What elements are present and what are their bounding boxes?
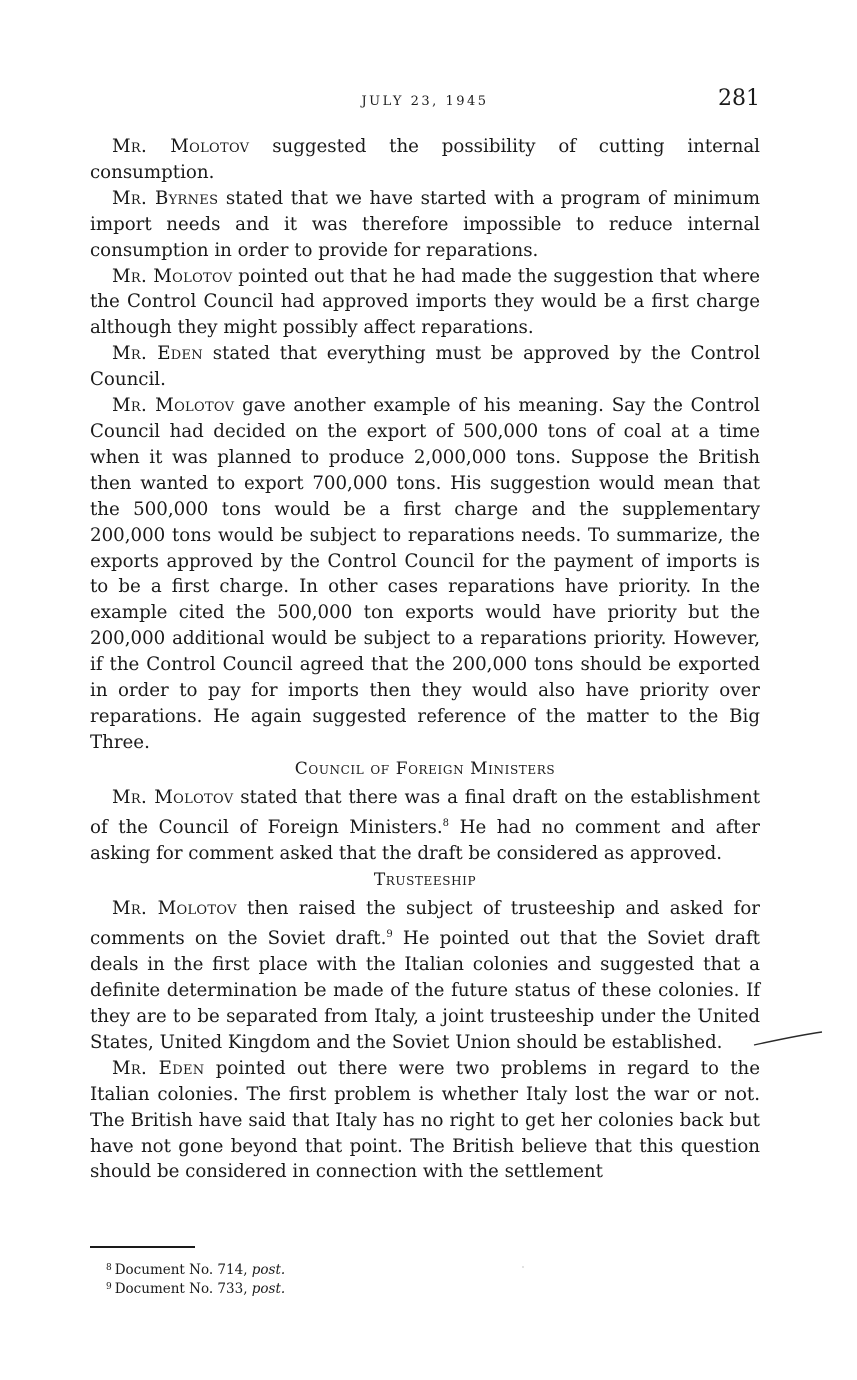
footnote-reference: 9	[386, 929, 393, 941]
paragraph-text: pointed out there were two problems in regard to the Italian colonies. The first problem is whether Italy lost the war or not. The British have said that Italy has no right to get her colonies back but have not gone beyond that point. The British believe that this question should be considered in connection with the settlement	[90, 1057, 760, 1183]
footnote-rule	[90, 1246, 195, 1248]
paragraph	[90, 785, 760, 867]
footnote-italic: post.	[251, 1281, 286, 1297]
footnote-text: Document No. 714,	[114, 1262, 252, 1278]
footnote	[106, 1279, 706, 1298]
paper-speck	[522, 1266, 524, 1268]
speaker-name: Mr. Molotov	[112, 898, 237, 920]
page-header	[90, 86, 760, 120]
margin-pen-mark	[752, 1030, 824, 1050]
page-number: 281	[718, 86, 760, 111]
paragraph-text: stated that we have started with a program of minimum import needs and it was therefore impossible to reduce internal consumption in order to provide for reparations.	[90, 187, 761, 261]
section-heading: Trusteeship	[373, 870, 477, 891]
speaker-name: Mr. Molotov	[112, 136, 250, 157]
footnote-text: Document No. 733,	[114, 1281, 252, 1297]
paragraph-text: gave another example of his meaning. Say the Control Council had decided on the export of 500,000 tons of coal at a time when it was planned to produce 2,000,000 tons. Suppose the British then wanted to export 700,000 tons. His suggestion would mean that the 500,000 tons would be a first charge and the supplementary 200,000 tons would be subject to reparations needs. To summarize, the exports approved by the Control Council for the payment of imports is to be a first charge. In other cases reparations have priority. In the example cited the 500,000 ton exports would have priority but the 200,000 additional would be subject to a reparations priority. However, if the Control Council agreed that the 200,000 tons should be exported in order to pay for imports then they would also have priority over reparations. He again suggested reference of the matter to the Big Three.	[90, 395, 760, 753]
footnote	[106, 1260, 706, 1279]
speaker-name: Mr. Eden	[112, 1057, 205, 1079]
paragraph-text: then raised the subject of trusteeship and asked for comments on the Soviet draft.	[90, 898, 760, 950]
speaker-name: Mr. Molotov	[112, 786, 234, 808]
paragraph	[90, 264, 760, 342]
speaker-name: Mr. Eden	[112, 343, 203, 365]
paragraph-text: stated that there was a final draft on the establishment of the Council of Foreign Ministers.	[90, 786, 760, 838]
paragraph	[90, 186, 760, 264]
footnote-number: 9	[106, 1282, 112, 1292]
paragraph-text: stated that everything must be approved by the Control Council.	[90, 343, 761, 391]
paragraph-text: He had no comment and after asking for comment asked that the draft be considered as approved.	[90, 816, 760, 864]
body-text	[90, 134, 760, 1185]
paragraph	[90, 341, 760, 393]
footnote-italic: post.	[251, 1262, 286, 1278]
footnote-reference: 8	[442, 817, 449, 829]
running-head: JULY 23, 1945	[361, 94, 489, 109]
paragraph	[90, 393, 760, 756]
paragraph	[90, 896, 760, 1056]
paragraph	[90, 134, 760, 186]
footnotes	[106, 1260, 706, 1298]
speaker-name: Mr. Molotov	[112, 395, 235, 417]
paragraph-text: pointed out that he had made the suggestion that where the Control Council had approved imports they would be a first charge although they might possibly affect reparations.	[90, 265, 760, 339]
paragraph-text: suggested the possibility of cutting internal consumption.	[90, 136, 760, 183]
section-heading: Council of Foreign Ministers	[294, 758, 556, 779]
speaker-name: Mr. Molotov	[112, 265, 233, 287]
speaker-name: Mr. Byrnes	[112, 187, 219, 209]
paragraph	[90, 1056, 760, 1186]
paragraph-text: He pointed out that the Soviet draft deals in the first place with the Italian colonies and suggested that a definite determination be made of the future status of these colonies. If they are to be separated from Italy, a joint trusteeship under the United States, United Kingdom and the Soviet Union should be established.	[90, 928, 760, 1053]
footnote-number: 8	[106, 1263, 112, 1273]
